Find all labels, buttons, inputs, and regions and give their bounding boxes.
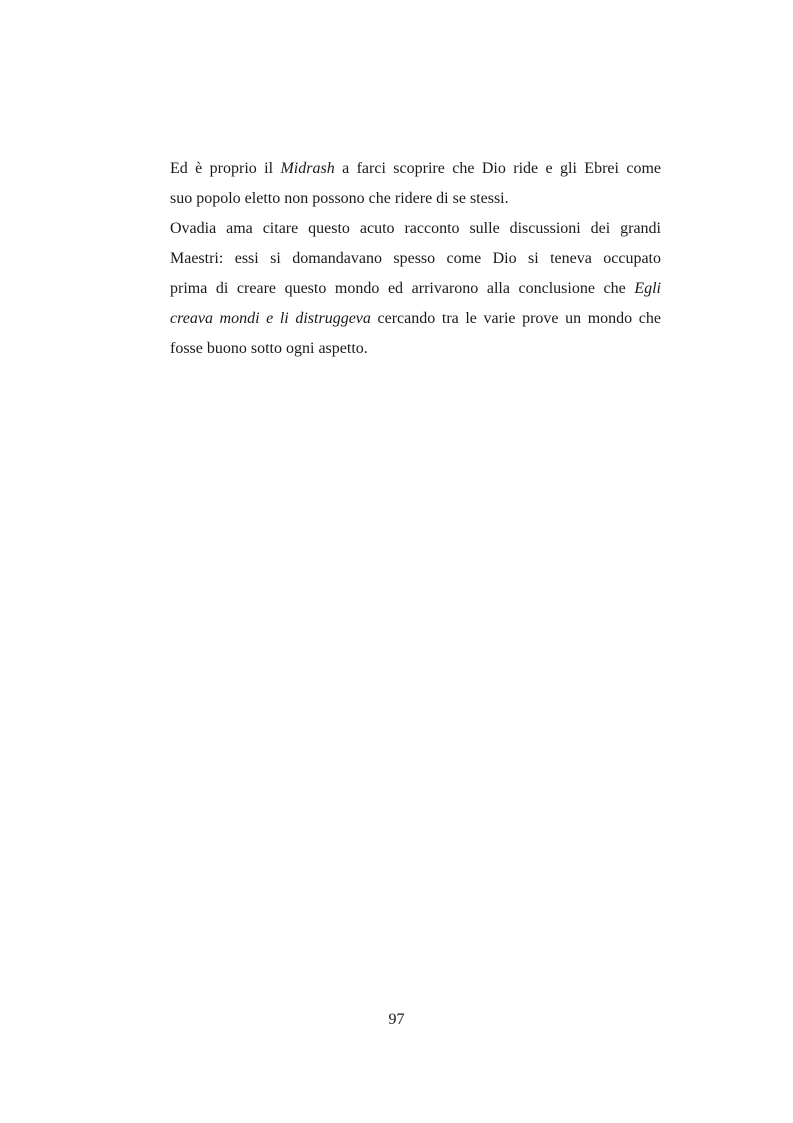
page-number: 97 bbox=[388, 1011, 405, 1028]
text-run: prima di creare questo mondo ed arrivarono alla conclusione che bbox=[170, 280, 635, 297]
paragraph-2-line-1: Ovadia ama citare questo acuto racconto sulle discussioni dei grandi bbox=[170, 220, 661, 237]
paragraph-2-line-2: Maestri: essi si domandavano spesso come Dio si teneva occupato bbox=[170, 250, 661, 267]
body-text bbox=[170, 154, 661, 364]
italic-phrase-start: Egli bbox=[634, 280, 661, 297]
text-run: Ed è proprio il bbox=[170, 160, 281, 177]
paragraph-2-line-4 bbox=[170, 304, 661, 334]
paragraph-1-line-1 bbox=[170, 154, 661, 184]
italic-phrase-end: creava mondi e li distruggeva bbox=[170, 310, 371, 327]
paragraph-2-line-5: fosse buono sotto ogni aspetto. bbox=[170, 340, 368, 357]
text-run: a farci scoprire che Dio ride e gli Ebrei come bbox=[334, 160, 661, 177]
text-run: cercando tra le varie prove un mondo che bbox=[370, 310, 661, 327]
paragraph-2-line-3 bbox=[170, 274, 661, 304]
paragraph-1-line-2: suo popolo eletto non possono che ridere di se stessi. bbox=[170, 190, 509, 207]
italic-term-midrash: Midrash bbox=[280, 160, 335, 177]
